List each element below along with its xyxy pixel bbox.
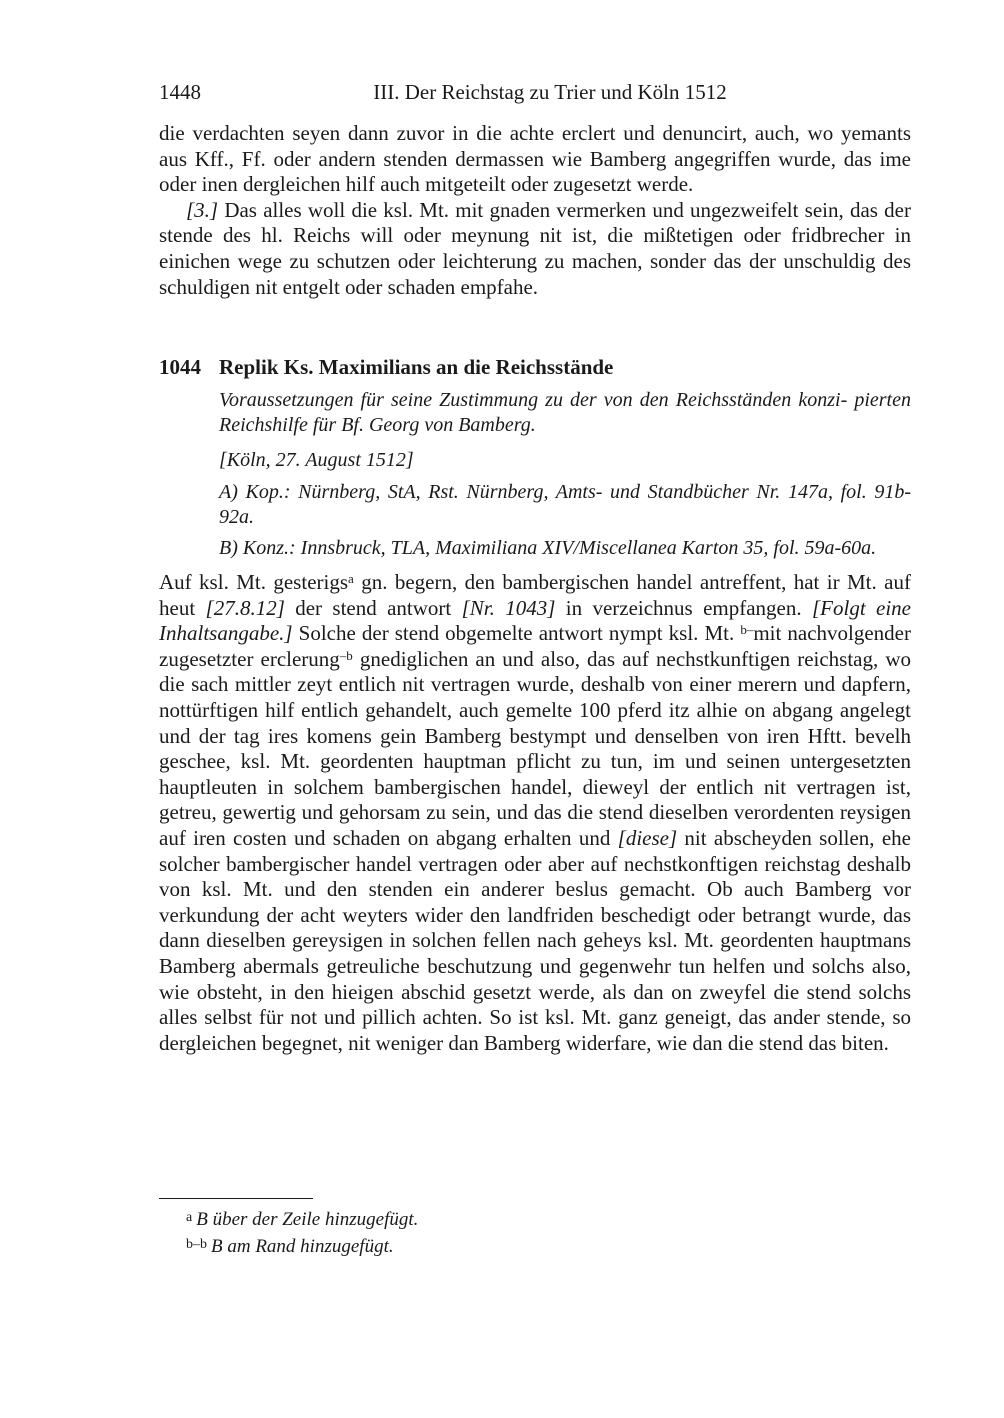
running-title: III. Der Reichstag zu Trier und Köln 1512 bbox=[373, 80, 727, 104]
main-text bbox=[159, 570, 911, 1056]
footnote-text: B über der Zeile hinzugefügt. bbox=[196, 1209, 419, 1230]
source-a-block bbox=[219, 480, 911, 530]
footnote-divider bbox=[159, 1198, 313, 1199]
body-text: mit nachvolgender zugesetzter erclerung bbox=[159, 621, 911, 671]
main-paragraph bbox=[159, 570, 911, 1056]
footnote-ref-b-close: –b bbox=[339, 647, 353, 663]
footnote-ref-b-open: b– bbox=[740, 622, 754, 638]
footnote-text: B am Rand hinzugefügt. bbox=[211, 1236, 394, 1257]
editorial-note: [diese] bbox=[617, 825, 678, 850]
editorial-note: [27.8.12] bbox=[205, 595, 285, 620]
intro-paragraph-1: die verdachten seyen dann zuvor in die achte erclert und denuncirt, auch, wo yemants aus Kff., Ff. oder andern stenden dermassen wie Bamberg angegriffen wurde, das ime oder inen dergleichen hilf auch mitgeteilt oder zugesetzt werde. bbox=[159, 121, 911, 197]
source-b-block bbox=[219, 536, 911, 561]
body-text: gnediglichen an und also, das auf nechstkunftigen reichstag, wo die sach mittler zeyt entlich nit vertragen wurde, deshalb von einer merern und dapfern, nottürftigen hilf entlich gehandelt, auch gemelte 100 pferd itz alhie on abgang angelegt und der tag ires komens gein Bamberg bestympt und denselben von iren Hftt. bevelh geschee, ksl. Mt. geordenten hauptman pflicht zu tun, im und seinen untergesetzten hauptleuten in solchem bambergischen handel, dieweyl der entlich nit vertragen ist, getreu, gewertig und gehorsam zu sein, und das die stend dieselben verordenten reysigen auf iren costen und schaden on abgang erhalten und bbox=[159, 646, 911, 850]
footnote-b bbox=[186, 1232, 418, 1259]
body-text: in verzeichnus empfangen. bbox=[555, 595, 812, 620]
document-number: 1044 bbox=[159, 355, 201, 379]
intro-paragraph-2-text: Das alles woll die ksl. Mt. mit gnaden vermerken und ungezweifelt sein, das der stende des hl. Reichs will oder meynung nit ist, die mißtetigen oder fridbrecher in einichen wege zu schutzen oder leichterung zu machen, sonder das der unschuldig des schuldigen nit entgelt oder schaden empfahe. bbox=[159, 197, 911, 299]
footnote-ref-a: a bbox=[348, 571, 354, 586]
body-text: gn. begern, den bambergischen handel antreffent, hat ir Mt. auf heut bbox=[159, 570, 911, 620]
page-number: 1448 bbox=[159, 80, 201, 104]
body-text: nit abscheyden sollen, ehe solcher bambergischer handel vertragen oder aber auf nechstkonftigen reichstag deshalb von ksl. Mt. und den stenden ein anderer beslus gemacht. Ob auch Bamberg vor verkundung der acht weyters wider den landfriden beschedigt oder betrangt wurde, das dann dieselben gereysigen in solchen fellen nach geheys ksl. Mt. geordenten hauptmans Bamberg abermals getreuliche beschutzung und gegenwehr tun helfen und solchs also, wie obsteht, in den hieigen abschid gesetzt werde, als dan on zweyfel die stend solchs alles selbst für not und pillich achten. So ist ksl. Mt. ganz geneigt, das ander stende, so dergleichen begegnet, nit weniger dan Bamberg widerfare, wie dan die stend das biten. bbox=[159, 825, 911, 1055]
document-date-block bbox=[219, 448, 911, 473]
document-summary: Voraussetzungen für seine Zustimmung zu der von den Reichsständen konzi- pierten Reichshilfe für Bf. Georg von Bamberg. bbox=[219, 389, 911, 436]
editorial-note: [Nr. 1043] bbox=[461, 595, 556, 620]
body-text: der stend antwort bbox=[284, 595, 462, 620]
document-title: Replik Ks. Maximilians an die Reichsstände bbox=[219, 355, 614, 379]
footnote-a bbox=[186, 1205, 418, 1232]
document-heading bbox=[159, 354, 911, 380]
editorial-note: [Folgt eine Inhaltsangabe.] bbox=[159, 595, 911, 646]
intro-paragraph-2 bbox=[159, 198, 911, 300]
source-a: A) Kop.: Nürnberg, StA, Rst. Nürnberg, Amts- und Standbücher Nr. 147a, fol. 91b-92a. bbox=[219, 481, 911, 528]
body-text: Solche der stend obgemelte antwort nympt ksl. Mt. bbox=[292, 621, 741, 646]
footnotes bbox=[186, 1205, 418, 1259]
body-text: Auf ksl. Mt. gesterigs bbox=[159, 570, 349, 594]
intro-text bbox=[159, 121, 911, 300]
document-date: [Köln, 27. August 1512] bbox=[219, 449, 414, 471]
section-marker: [3.] bbox=[186, 197, 219, 222]
source-b: B) Konz.: Innsbruck, TLA, Maximiliana XIV/Miscellanea Karton 35, fol. 59a-60a. bbox=[219, 537, 877, 559]
footnote-mark: b–b bbox=[186, 1237, 207, 1252]
footnote-mark: a bbox=[186, 1210, 193, 1225]
document-summary-block bbox=[219, 388, 911, 438]
